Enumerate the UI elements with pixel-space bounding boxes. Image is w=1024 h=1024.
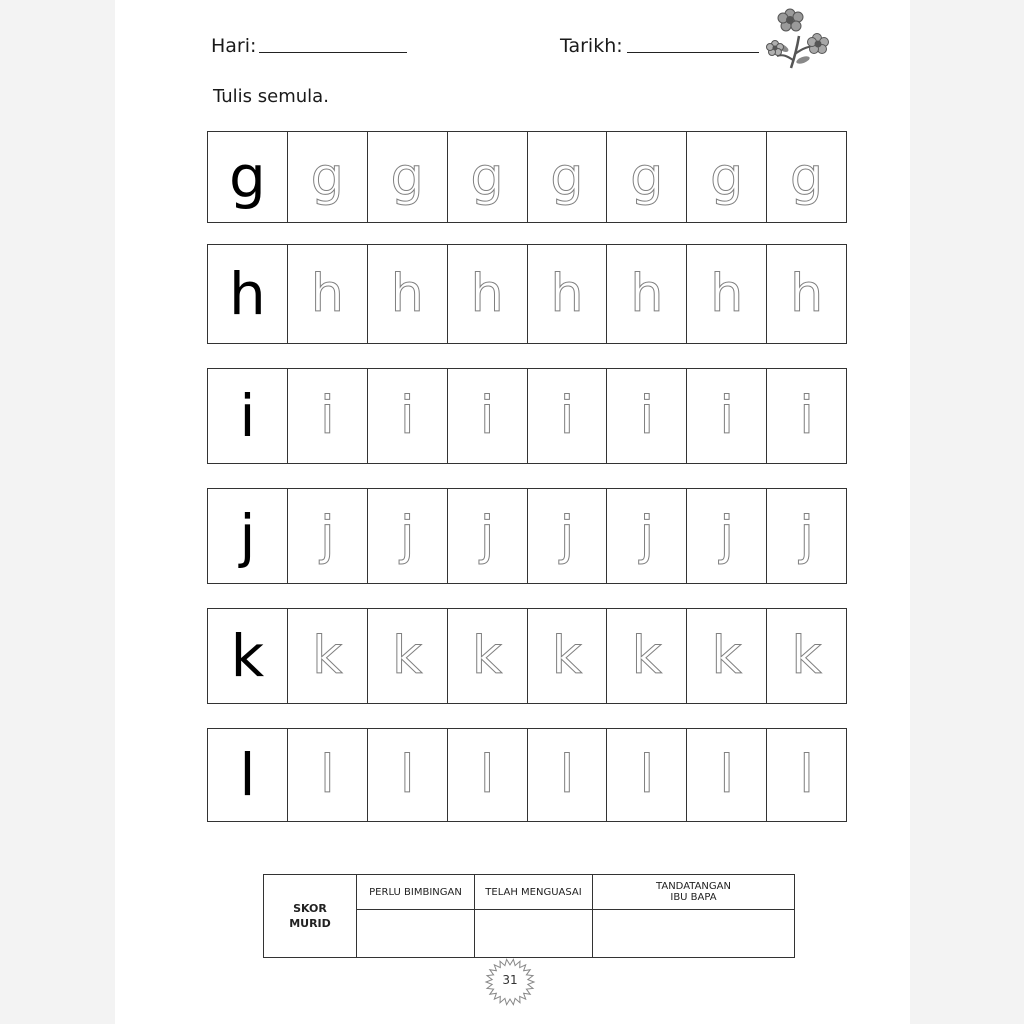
dotted-trace-letter: l: [559, 745, 575, 805]
dotted-trace-letter: i: [320, 386, 335, 446]
dotted-trace-letter: j: [320, 506, 335, 566]
trace-cell[interactable]: [368, 245, 448, 343]
trace-cell[interactable]: [767, 369, 846, 463]
dotted-trace-letter: g: [550, 147, 584, 207]
letter-row-h: [207, 244, 847, 344]
trace-cell[interactable]: [687, 609, 767, 703]
trace-cell[interactable]: [767, 132, 846, 222]
dotted-trace-letter: l: [719, 745, 734, 805]
trace-cell[interactable]: [368, 609, 448, 703]
trace-cell[interactable]: [607, 609, 687, 703]
trace-cell[interactable]: [288, 609, 368, 703]
model-letter-cell: [208, 245, 288, 343]
instruction-text: Tulis semula.: [213, 86, 329, 107]
score-label-line2: MURID: [289, 917, 331, 930]
dotted-trace-letter: h: [310, 264, 344, 324]
dotted-trace-letter: j: [399, 506, 415, 566]
parent-signature-box[interactable]: [593, 910, 795, 958]
letter-row-k: [207, 608, 847, 704]
model-letter-cell: [208, 729, 288, 821]
model-letter: l: [239, 741, 256, 809]
dotted-trace-letter: j: [559, 506, 575, 566]
dotted-trace-letter: l: [479, 745, 495, 805]
trace-cell[interactable]: [368, 132, 448, 222]
dotted-trace-letter: i: [399, 386, 415, 446]
model-letter-cell: [208, 369, 288, 463]
letter-row-l: [207, 728, 847, 822]
score-row-label: [264, 875, 357, 958]
trace-cell[interactable]: [528, 245, 608, 343]
dotted-trace-letter: k: [631, 626, 662, 686]
trace-cell[interactable]: [448, 132, 528, 222]
dotted-trace-letter: j: [639, 506, 655, 566]
day-label: Hari:: [211, 35, 257, 57]
dotted-trace-letter: k: [551, 626, 582, 686]
col-mastered: TELAH MENGUASAI: [475, 875, 593, 910]
trace-cell[interactable]: [607, 729, 687, 821]
dotted-trace-letter: h: [630, 264, 664, 324]
dotted-trace-letter: i: [719, 386, 734, 446]
flower-icon: [765, 6, 831, 72]
dotted-trace-letter: g: [390, 147, 424, 207]
trace-cell[interactable]: [448, 369, 528, 463]
dotted-trace-letter: h: [550, 264, 584, 324]
dotted-trace-letter: g: [310, 147, 344, 207]
dotted-trace-letter: l: [399, 745, 415, 805]
dotted-trace-letter: j: [799, 506, 814, 566]
score-label-line1: SKOR: [293, 902, 327, 915]
model-letter-cell: [208, 132, 288, 222]
trace-cell[interactable]: [767, 609, 846, 703]
trace-cell[interactable]: [687, 245, 767, 343]
model-letter: j: [239, 502, 256, 570]
dotted-trace-letter: g: [630, 147, 664, 207]
trace-cell[interactable]: [687, 132, 767, 222]
day-input-line[interactable]: [259, 52, 407, 53]
trace-cell[interactable]: [448, 489, 528, 583]
dotted-trace-letter: l: [799, 745, 814, 805]
date-label: Tarikh:: [560, 35, 623, 57]
trace-cell[interactable]: [448, 245, 528, 343]
dotted-trace-letter: i: [799, 386, 814, 446]
page-number: 31: [502, 973, 518, 987]
dotted-trace-letter: h: [790, 264, 824, 324]
letter-row-g: [207, 131, 847, 223]
dotted-trace-letter: h: [710, 264, 744, 324]
dotted-trace-letter: l: [320, 745, 335, 805]
score-table: [263, 874, 795, 958]
letter-row-i: [207, 368, 847, 464]
dotted-trace-letter: i: [559, 386, 575, 446]
trace-cell[interactable]: [607, 369, 687, 463]
col3-line2: IBU BAPA: [670, 892, 717, 903]
trace-cell[interactable]: [528, 609, 608, 703]
trace-cell[interactable]: [448, 609, 528, 703]
dotted-trace-letter: k: [392, 626, 423, 686]
dotted-trace-letter: j: [479, 506, 495, 566]
trace-cell[interactable]: [368, 369, 448, 463]
trace-cell[interactable]: [607, 245, 687, 343]
dotted-trace-letter: k: [711, 626, 742, 686]
dotted-trace-letter: i: [639, 386, 655, 446]
model-letter-cell: [208, 489, 288, 583]
trace-cell[interactable]: [288, 489, 368, 583]
trace-cell[interactable]: [767, 489, 846, 583]
dotted-trace-letter: h: [470, 264, 504, 324]
dotted-trace-letter: h: [390, 264, 424, 324]
trace-cell[interactable]: [288, 132, 368, 222]
model-letter: g: [229, 143, 266, 211]
model-letter: h: [229, 260, 266, 328]
model-letter: k: [230, 622, 265, 690]
col3-line1: TANDATANGAN: [656, 881, 731, 892]
dotted-trace-letter: j: [719, 506, 734, 566]
col-parent-signature: [593, 875, 795, 910]
dotted-trace-letter: g: [470, 147, 504, 207]
letter-row-j: [207, 488, 847, 584]
dotted-trace-letter: g: [710, 147, 744, 207]
needs-guidance-box[interactable]: [357, 910, 475, 958]
trace-cell[interactable]: [607, 489, 687, 583]
trace-cell[interactable]: [288, 729, 368, 821]
dotted-trace-letter: k: [312, 626, 343, 686]
trace-cell[interactable]: [607, 132, 687, 222]
dotted-trace-letter: i: [479, 386, 495, 446]
trace-cell[interactable]: [288, 245, 368, 343]
model-letter-cell: [208, 609, 288, 703]
dotted-trace-letter: g: [790, 147, 824, 207]
trace-cell[interactable]: [528, 369, 608, 463]
trace-cell[interactable]: [528, 132, 608, 222]
trace-cell[interactable]: [528, 729, 608, 821]
date-input-line[interactable]: [627, 52, 759, 53]
mastered-box[interactable]: [475, 910, 593, 958]
trace-cell[interactable]: [288, 369, 368, 463]
col-needs-guidance: PERLU BIMBINGAN: [357, 875, 475, 910]
trace-cell[interactable]: [448, 729, 528, 821]
dotted-trace-letter: k: [791, 626, 822, 686]
trace-cell[interactable]: [368, 729, 448, 821]
dotted-trace-letter: l: [639, 745, 655, 805]
dotted-trace-letter: k: [472, 626, 503, 686]
model-letter: i: [239, 382, 256, 450]
trace-cell[interactable]: [767, 729, 846, 821]
trace-cell[interactable]: [687, 729, 767, 821]
trace-cell[interactable]: [528, 489, 608, 583]
trace-cell[interactable]: [687, 489, 767, 583]
trace-cell[interactable]: [767, 245, 846, 343]
trace-cell[interactable]: [368, 489, 448, 583]
trace-cell[interactable]: [687, 369, 767, 463]
